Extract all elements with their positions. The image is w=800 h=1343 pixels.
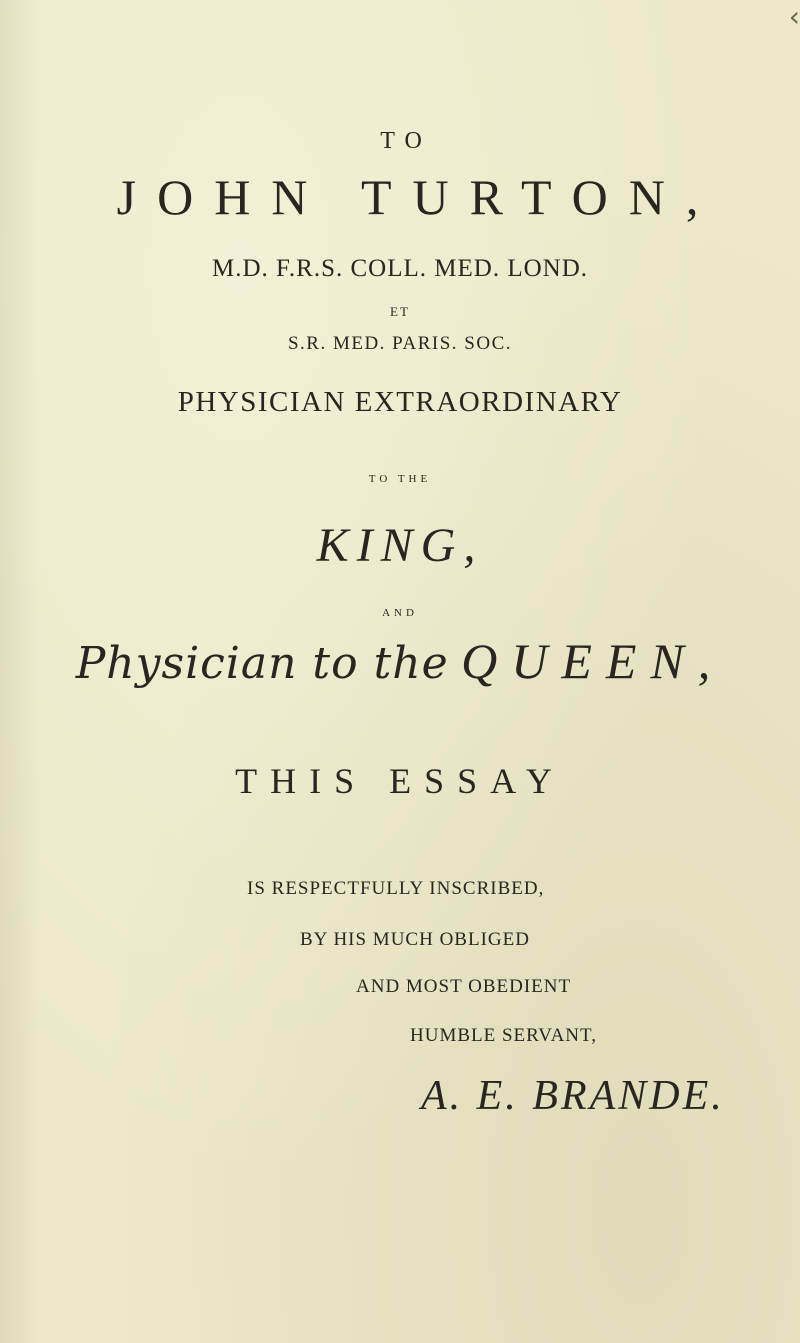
dedicatee-society: S.R. MED. PARIS. SOC. [287, 333, 513, 354]
physician-to-the-script: Physician to the [75, 638, 449, 689]
queen-heading: QUEEN, [461, 633, 725, 689]
et-conjunction: ET [390, 304, 410, 319]
page-edge-mark-icon: ‹ [788, 0, 800, 33]
inscription-line: HUMBLE SERVANT, [410, 1025, 597, 1046]
physician-to-queen-line [0, 632, 800, 690]
inscription-line: IS RESPECTFULLY INSCRIBED, [247, 878, 545, 899]
to-the-label: TO THE [368, 473, 432, 485]
dedicatee-degrees: M.D. F.R.S. COLL. MED. LOND. [211, 255, 589, 282]
inscription-line: BY HIS MUCH OBLIGED [300, 929, 530, 950]
dedicatee-title: PHYSICIAN EXTRAORDINARY [177, 386, 623, 418]
inscription-line: AND MOST OBEDIENT [356, 976, 572, 997]
and-label: AND [382, 607, 418, 619]
king-heading: KING, [316, 519, 484, 572]
author-signature: A. E. BRANDE. [421, 1073, 725, 1119]
essay-heading: THIS ESSAY [235, 761, 565, 801]
dedicatee-name: JOHN TURTON, [116, 169, 720, 225]
dedication-to: TO [380, 128, 432, 154]
